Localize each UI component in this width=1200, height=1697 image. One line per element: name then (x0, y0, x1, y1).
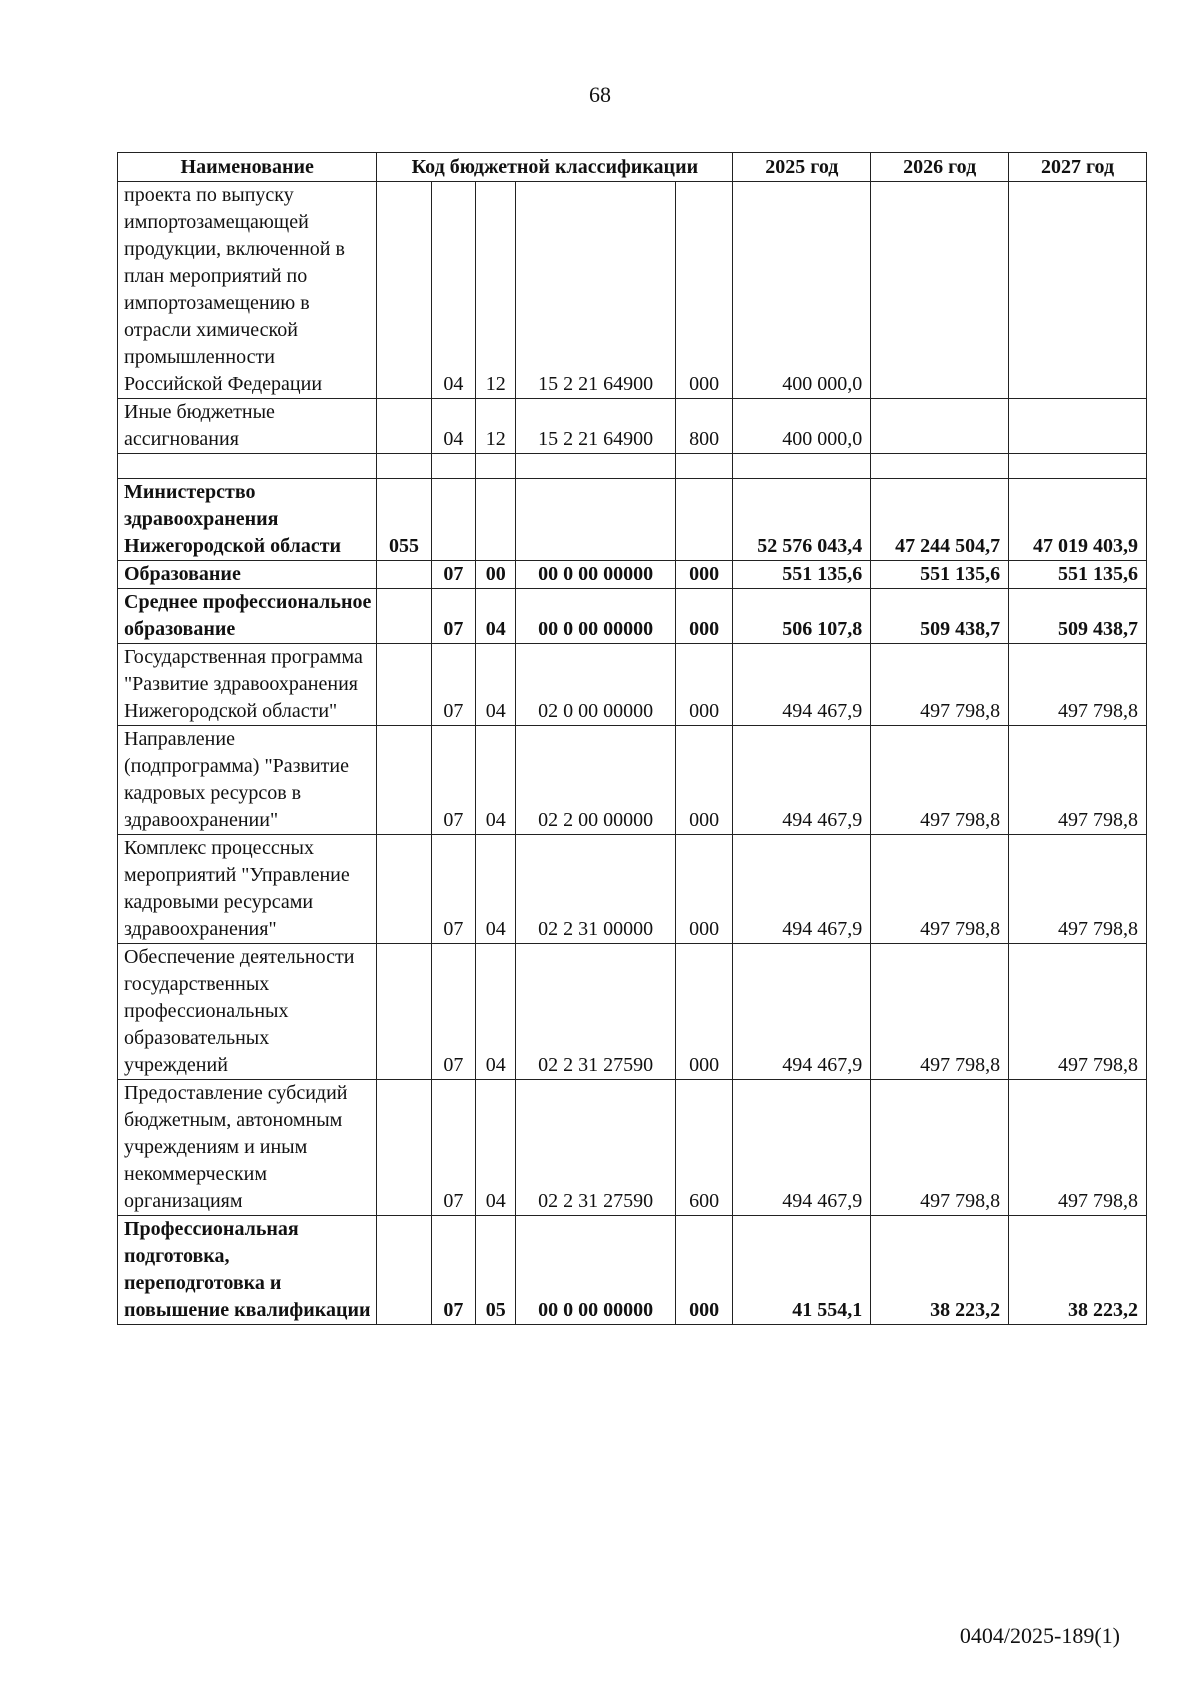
row-ved-code (377, 726, 431, 835)
row-target-article: 15 2 21 64900 (516, 399, 676, 454)
table-row (118, 589, 1147, 644)
table-row (118, 835, 1147, 944)
row-expense-type (675, 454, 733, 479)
row-expense-type (675, 479, 733, 561)
row-ved-code (377, 1216, 431, 1325)
row-value-2027 (1009, 182, 1147, 399)
row-section-code: 07 (431, 835, 476, 944)
row-section-code: 07 (431, 561, 476, 589)
table-row (118, 1216, 1147, 1325)
row-subsection-code (476, 479, 516, 561)
row-subsection-code: 04 (476, 944, 516, 1080)
row-target-article: 02 2 31 00000 (516, 835, 676, 944)
row-section-code: 04 (431, 182, 476, 399)
row-expense-type: 000 (675, 944, 733, 1080)
row-expense-type: 000 (675, 182, 733, 399)
row-target-article: 00 0 00 00000 (516, 561, 676, 589)
row-value-2025: 506 107,8 (733, 589, 871, 644)
table-row (118, 399, 1147, 454)
row-name: Обеспечение деятельности государственных профессиональных образовательных учреждений (118, 944, 377, 1080)
row-target-article (516, 479, 676, 561)
row-name: Образование (118, 561, 377, 589)
row-name: Министерство здравоохранения Нижегородской области (118, 479, 377, 561)
row-subsection-code: 04 (476, 589, 516, 644)
row-ved-code (377, 589, 431, 644)
row-subsection-code: 05 (476, 1216, 516, 1325)
row-section-code (431, 479, 476, 561)
row-ved-code (377, 1080, 431, 1216)
row-target-article: 02 2 31 27590 (516, 1080, 676, 1216)
row-value-2025: 494 467,9 (733, 1080, 871, 1216)
row-value-2025: 551 135,6 (733, 561, 871, 589)
row-value-2026: 47 244 504,7 (871, 479, 1009, 561)
row-value-2027: 497 798,8 (1009, 944, 1147, 1080)
header-2025: 2025 год (733, 153, 871, 182)
row-value-2025: 400 000,0 (733, 182, 871, 399)
row-ved-code (377, 835, 431, 944)
row-value-2025: 494 467,9 (733, 726, 871, 835)
row-section-code: 07 (431, 944, 476, 1080)
row-ved-code (377, 182, 431, 399)
row-expense-type: 600 (675, 1080, 733, 1216)
row-value-2025: 41 554,1 (733, 1216, 871, 1325)
row-subsection-code: 04 (476, 644, 516, 726)
row-value-2027: 509 438,7 (1009, 589, 1147, 644)
table-header-row (118, 153, 1147, 182)
row-value-2025 (733, 454, 871, 479)
row-target-article: 00 0 00 00000 (516, 1216, 676, 1325)
row-value-2027: 497 798,8 (1009, 726, 1147, 835)
header-2026: 2026 год (871, 153, 1009, 182)
row-subsection-code: 12 (476, 182, 516, 399)
row-target-article (516, 454, 676, 479)
row-subsection-code: 12 (476, 399, 516, 454)
row-subsection-code (476, 454, 516, 479)
row-value-2027: 47 019 403,9 (1009, 479, 1147, 561)
row-value-2026: 497 798,8 (871, 944, 1009, 1080)
row-value-2026: 509 438,7 (871, 589, 1009, 644)
row-ved-code: 055 (377, 479, 431, 561)
row-ved-code (377, 454, 431, 479)
row-expense-type: 000 (675, 589, 733, 644)
row-value-2025: 494 467,9 (733, 835, 871, 944)
row-expense-type: 800 (675, 399, 733, 454)
row-name: Направление (подпрограмма) "Развитие кадровых ресурсов в здравоохранении" (118, 726, 377, 835)
page-number: 68 (589, 82, 611, 107)
row-value-2026: 497 798,8 (871, 644, 1009, 726)
table-row (118, 944, 1147, 1080)
row-name: Государственная программа "Развитие здравоохранения Нижегородской области" (118, 644, 377, 726)
row-section-code: 07 (431, 1080, 476, 1216)
row-ved-code (377, 561, 431, 589)
header-name: Наименование (118, 153, 377, 182)
row-name: проекта по выпуску импортозамещающей продукции, включенной в план мероприятий по импортозамещению в отрасли химической промышленности Российской Федерации (118, 182, 377, 399)
row-ved-code (377, 399, 431, 454)
row-name: Среднее профессиональное образование (118, 589, 377, 644)
row-subsection-code: 00 (476, 561, 516, 589)
table-row (118, 726, 1147, 835)
row-value-2026 (871, 454, 1009, 479)
row-ved-code (377, 644, 431, 726)
row-value-2025: 52 576 043,4 (733, 479, 871, 561)
budget-table (117, 152, 1147, 1325)
row-target-article: 00 0 00 00000 (516, 589, 676, 644)
row-value-2027: 551 135,6 (1009, 561, 1147, 589)
row-section-code: 04 (431, 399, 476, 454)
row-target-article: 15 2 21 64900 (516, 182, 676, 399)
row-ved-code (377, 944, 431, 1080)
row-section-code: 07 (431, 644, 476, 726)
row-value-2026: 497 798,8 (871, 726, 1009, 835)
row-value-2026: 497 798,8 (871, 835, 1009, 944)
row-name: Предоставление субсидий бюджетным, автономным учреждениям и иным некоммерческим организациям (118, 1080, 377, 1216)
table-row (118, 182, 1147, 399)
row-value-2027: 497 798,8 (1009, 644, 1147, 726)
row-value-2025: 400 000,0 (733, 399, 871, 454)
row-name: Комплекс процессных мероприятий "Управление кадровыми ресурсами здравоохранения" (118, 835, 377, 944)
row-value-2026 (871, 182, 1009, 399)
row-subsection-code: 04 (476, 726, 516, 835)
row-value-2025: 494 467,9 (733, 944, 871, 1080)
row-expense-type: 000 (675, 835, 733, 944)
row-expense-type: 000 (675, 726, 733, 835)
row-name (118, 454, 377, 479)
table-row (118, 561, 1147, 589)
row-target-article: 02 2 31 27590 (516, 944, 676, 1080)
row-name: Иные бюджетные ассигнования (118, 399, 377, 454)
row-value-2027 (1009, 454, 1147, 479)
row-target-article: 02 0 00 00000 (516, 644, 676, 726)
row-value-2026: 551 135,6 (871, 561, 1009, 589)
row-value-2027: 497 798,8 (1009, 1080, 1147, 1216)
row-value-2027 (1009, 399, 1147, 454)
row-value-2027: 497 798,8 (1009, 835, 1147, 944)
table-row (118, 1080, 1147, 1216)
row-section-code: 07 (431, 726, 476, 835)
row-expense-type: 000 (675, 1216, 733, 1325)
header-code: Код бюджетной классификации (377, 153, 733, 182)
row-value-2025: 494 467,9 (733, 644, 871, 726)
row-expense-type: 000 (675, 644, 733, 726)
row-target-article: 02 2 00 00000 (516, 726, 676, 835)
row-name: Профессиональная подготовка, переподготовка и повышение квалификации (118, 1216, 377, 1325)
row-section-code (431, 454, 476, 479)
row-value-2027: 38 223,2 (1009, 1216, 1147, 1325)
row-subsection-code: 04 (476, 835, 516, 944)
table-row (118, 644, 1147, 726)
row-value-2026 (871, 399, 1009, 454)
row-section-code: 07 (431, 589, 476, 644)
row-value-2026: 38 223,2 (871, 1216, 1009, 1325)
row-expense-type: 000 (675, 561, 733, 589)
row-value-2026: 497 798,8 (871, 1080, 1009, 1216)
document-code: 0404/2025-189(1) (959, 1623, 1120, 1648)
row-section-code: 07 (431, 1216, 476, 1325)
table-row (118, 454, 1147, 479)
row-subsection-code: 04 (476, 1080, 516, 1216)
header-2027: 2027 год (1009, 153, 1147, 182)
table-row (118, 479, 1147, 561)
